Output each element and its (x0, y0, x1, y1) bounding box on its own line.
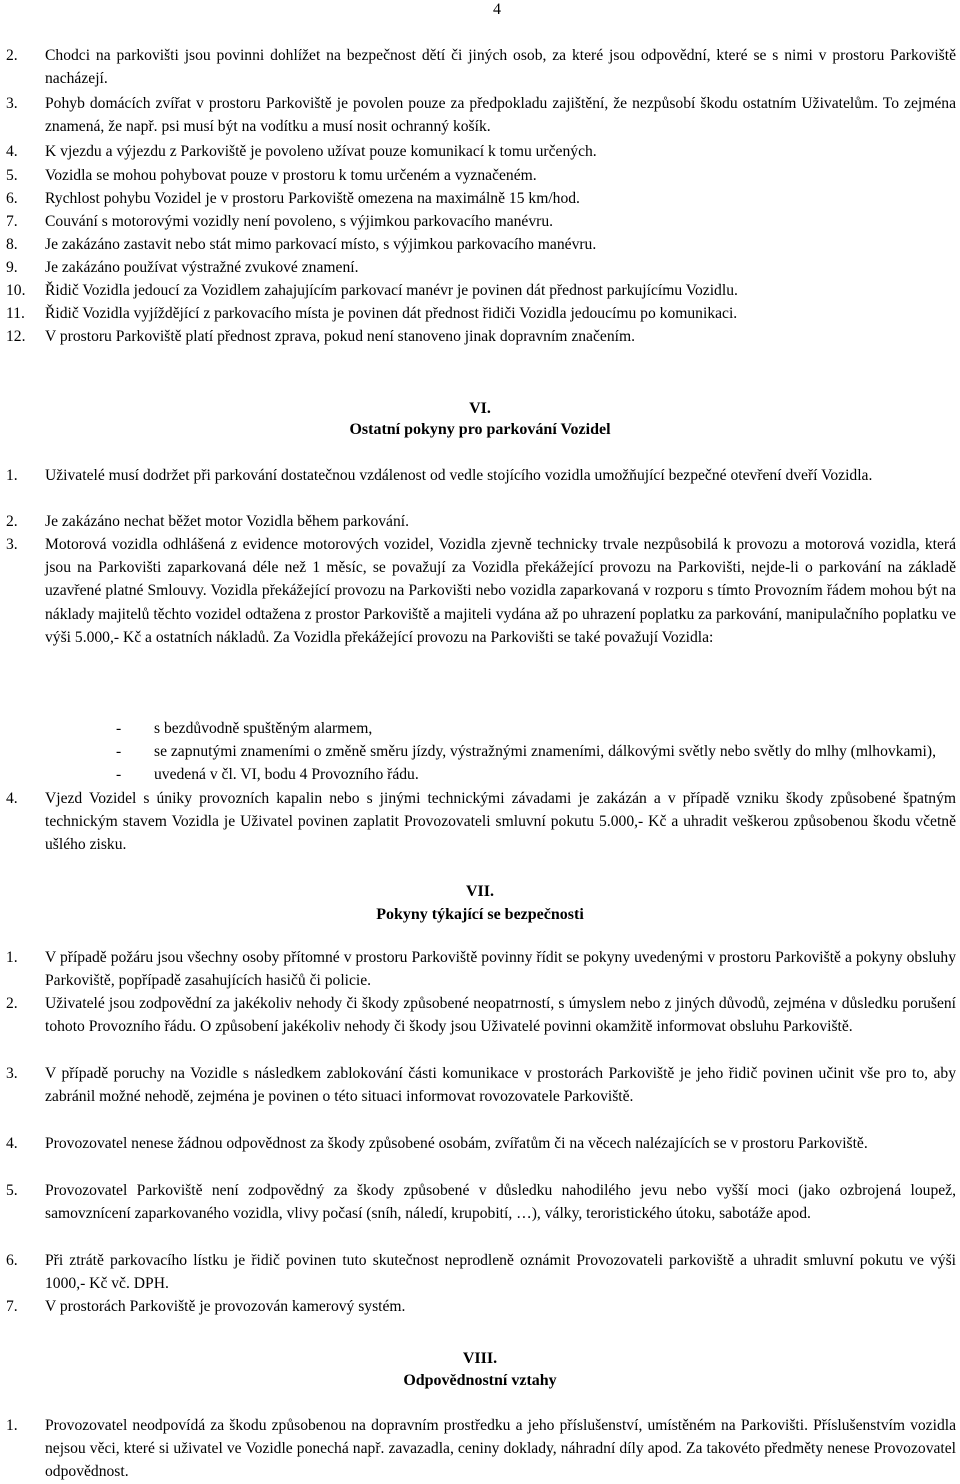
item-number: 3. (6, 536, 18, 553)
item-number: 2. (6, 995, 18, 1012)
item-number: 6. (6, 190, 18, 207)
item-number: 4. (6, 143, 18, 160)
list-item (6, 1132, 956, 1155)
list-item (6, 302, 956, 325)
list-item (6, 140, 956, 163)
item-text: Chodci na parkovišti jsou povinni dohlížet na bezpečnost dětí či jiných osob, za které jsou odpovědní, které se s nimi v prostoru Parkoviště nacházejí. (45, 47, 956, 88)
item-text: Motorová vozidla odhlášená z evidence motorových vozidel, Vozidla zjevně technicky trvale nezpůsobilá k provozu a motorová vozidla, která jsou na Parkovišti zaparkovaná déle než 1 měsíc, se považují za Vozidla překážející provozu na Parkovišti, nejde-li o parkování na základě uzavřené platné Smlouvy. Vozidla překážející provozu na Parkovišti nebo vozidla zaparkovaná v rozporu s tímto Provozním řádem mohou být na náklady majitelů těchto vozidel odtažena z prostor Parkoviště a majiteli vydána až po uhrazení poplatku za parkování, manipulačního poplatku ve výši 5.000,- Kč a ostatních nákladů. Za Vozidla překážející provozu na Parkovišti se také považují Vozidla: (45, 536, 956, 646)
item-number: 7. (6, 1298, 18, 1315)
list-item (6, 256, 956, 279)
item-text: V případě poruchy na Vozidle s následkem zablokování části komunikace v prostorách Parkoviště je jeho řidič povinen učinit vše pro to, aby zabránil možné nehodě, zejména je povinen o této situaci informovat rovozovatele Parkoviště. (45, 1065, 956, 1106)
item-number: 2. (6, 47, 18, 64)
item-text: Vozidla se mohou pohybovat pouze v prostoru k tomu určeném a vyznačeném. (45, 167, 537, 184)
item-number: 9. (6, 259, 18, 276)
list-item (6, 279, 956, 302)
page-number: 4 (493, 1, 501, 18)
list-item (6, 1295, 956, 1318)
item-number: 8. (6, 236, 18, 253)
item-number: 7. (6, 213, 18, 230)
dash-marker: - (116, 720, 122, 737)
item-text: Řidič Vozidla jedoucí za Vozidlem zahajujícím parkovací manévr je povinen dát přednost parkujícímu Vozidlu. (45, 282, 738, 299)
item-text: Řidič Vozidla vyjíždějící z parkovacího místa je povinen dát přednost řidiči Vozidla jedoucímu po komunikaci. (45, 305, 738, 322)
list-item (6, 210, 956, 233)
dash-item (116, 740, 956, 763)
item-number: 10. (6, 282, 26, 299)
item-text: Couvání s motorovými vozidly není povoleno, s výjimkou parkovacího manévru. (45, 213, 554, 230)
list-item (6, 325, 956, 348)
item-text: Provozovatel neodpovídá za škodu způsobenou na dopravním prostředku a jeho příslušenství, umístěném na Parkovišti. Příslušenstvím vozidla nejsou věci, které si uživatel ve Vozidle ponechá např. zavazadla, ceniny doklady, náhradní díly apod. Za takovéto předměty nenese Provozovatel odpovědnost. (45, 1417, 956, 1481)
item-number: 2. (6, 513, 18, 530)
item-number: 11. (6, 305, 25, 322)
item-number: 6. (6, 1252, 18, 1269)
section-title: Ostatní pokyny pro parkování Vozidel (349, 421, 611, 438)
list-item (6, 164, 956, 187)
item-text: Při ztrátě parkovacího lístku je řidič povinen tuto skutečnost neprodleně oznámit Provozovateli parkoviště a uhradit smluvní pokutu ve výši 1000,- Kč vč. DPH. (45, 1252, 956, 1293)
item-number: 1. (6, 949, 18, 966)
list-item (6, 187, 956, 210)
list-item (6, 1179, 956, 1225)
item-number: 5. (6, 1182, 18, 1199)
item-number: 12. (6, 328, 26, 345)
item-text: Je zakázáno používat výstražné zvukové znamení. (45, 259, 359, 276)
item-text: Provozovatel Parkoviště není zodpovědný za škody způsobené v důsledku nahodilého jevu nebo vyšší moci (jako ozbrojená loupež, samovznícení zaparkovaného vozidla, vlivy počasí (sníh, náledí, krupobití, …), války, teroristického útoku, sabotáže apod. (45, 1182, 956, 1223)
dash-item-text: se zapnutými znameními o změně směru jízdy, výstražnými znameními, dálkovými světly nebo světly do mlhy (mlhovkami), (154, 743, 936, 760)
item-text: Vjezd Vozidel s úniky provozních kapalin nebo s jinými technickými závadami je zakázán a v případě vzniku škody způsobené špatným technickým stavem Vozidla je Uživatel povinen zaplatit Provozovateli smluvní pokutu 5.000,- Kč a uhradit veškerou způsobenou škodu včetně ušlého zisku. (45, 790, 956, 854)
item-number: 3. (6, 95, 18, 112)
dash-marker: - (116, 743, 122, 760)
list-item (6, 1249, 956, 1295)
item-text: K vjezdu a výjezdu z Parkoviště je povoleno užívat pouze komunikací k tomu určených. (45, 143, 597, 160)
section-numeral: VII. (465, 883, 494, 900)
item-text: V prostoru Parkoviště platí přednost zprava, pokud není stanoveno jinak dopravním značením. (45, 328, 635, 345)
item-text: Rychlost pohybu Vozidel je v prostoru Parkoviště omezena na maximálně 15 km/hod. (45, 190, 580, 207)
list-item (6, 946, 956, 992)
section-numeral: VI. (469, 400, 491, 417)
dash-item (116, 717, 956, 740)
item-text: Pohyb domácích zvířat v prostoru Parkoviště je povolen pouze za předpokladu zajištění, že nezpůsobí škodu ostatním Uživatelům. To zejména znamená, že např. psi musí být na vodítku a musí nosit ochranný košík. (45, 95, 956, 136)
list-item (6, 533, 956, 649)
item-number: 4. (6, 1135, 18, 1152)
list-item (6, 44, 956, 90)
dash-item (116, 763, 956, 786)
item-number: 1. (6, 1417, 18, 1434)
item-number: 1. (6, 467, 18, 484)
list-item (6, 992, 956, 1038)
list-item (6, 464, 956, 487)
section-title: Pokyny týkající se bezpečnosti (376, 906, 584, 923)
item-number: 4. (6, 790, 18, 807)
item-text: Uživatelé jsou zodpovědní za jakékoliv nehody či škody způsobené neopatrností, s úmyslem nebo z jiných důvodů, zejména v důsledku porušení tohoto Provozního řádu. O způsobení jakékoliv nehody či škody jsou Uživatelé povinni okamžitě informovat obsluhu Parkoviště. (45, 995, 956, 1036)
list-item (6, 510, 956, 533)
dash-item-text: uvedená v čl. VI, bodu 4 Provozního řádu. (154, 766, 419, 783)
item-text: Je zakázáno zastavit nebo stát mimo parkovací místo, s výjimkou parkovacího manévru. (45, 236, 597, 253)
item-text: Uživatelé musí dodržet při parkování dostatečnou vzdálenost od vedle stojícího vozidla umožňující bezpečné otevření dveří Vozidla. (45, 467, 873, 484)
dash-marker: - (116, 766, 122, 783)
dash-item-text: s bezdůvodně spuštěným alarmem, (154, 720, 373, 737)
item-text: Provozovatel nenese žádnou odpovědnost za škody způsobené osobám, zvířatům či na věcech nalézajících se v prostoru Parkoviště. (45, 1135, 868, 1152)
list-item (6, 1062, 956, 1108)
list-item (6, 92, 956, 138)
list-item (6, 787, 956, 857)
item-number: 5. (6, 167, 18, 184)
section-numeral: VIII. (462, 1350, 498, 1367)
item-text: V prostorách Parkoviště je provozován kamerový systém. (45, 1298, 406, 1315)
item-text: V případě požáru jsou všechny osoby přítomné v prostoru Parkoviště povinny řídit se pokyny uvedenými v prostoru Parkoviště a pokyny obsluhy Parkoviště, popřípadě zasahujících hasičů či policie. (45, 949, 956, 990)
list-item (6, 233, 956, 256)
item-text: Je zakázáno nechat běžet motor Vozidla během parkování. (45, 513, 409, 530)
item-number: 3. (6, 1065, 18, 1082)
list-item (6, 1414, 956, 1484)
section-title: Odpovědnostní vztahy (403, 1372, 557, 1389)
